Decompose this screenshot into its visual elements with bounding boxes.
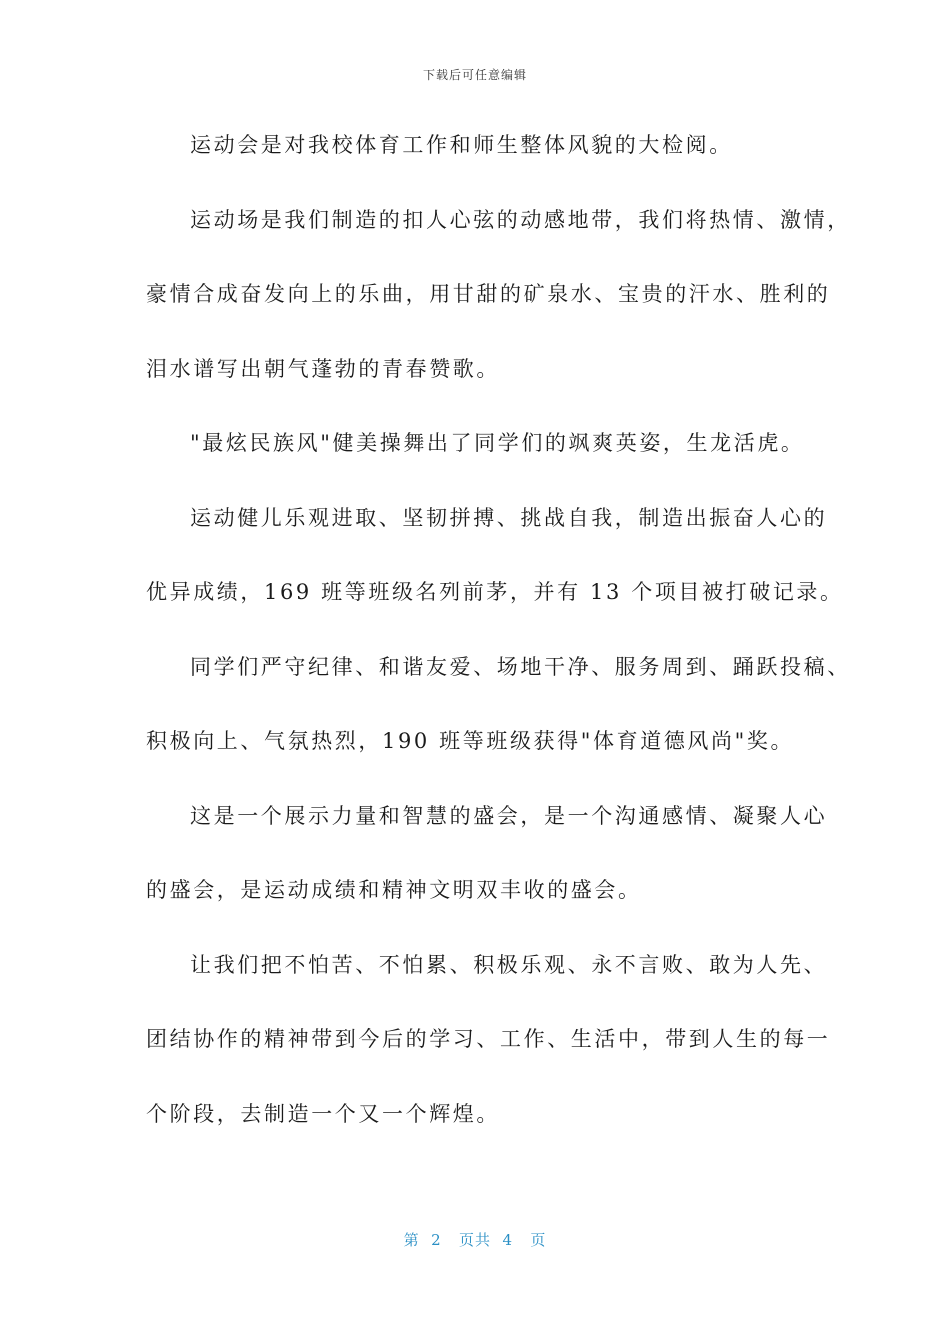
- paragraph-line: 团结协作的精神带到今后的学习、工作、生活中，带到人生的每一: [146, 1027, 831, 1051]
- paragraph-line: 的盛会，是运动成绩和精神文明双丰收的盛会。: [146, 878, 642, 902]
- paragraph-line: 运动场是我们制造的扣人心弦的动感地带，我们将热情、激情，: [190, 207, 851, 232]
- page-header-note: 下载后可任意编辑: [422, 68, 527, 82]
- paragraph-line: 积极向上、气氛热烈，190 班等班级获得"体育道德风尚"奖。: [146, 729, 795, 753]
- paragraph-line: 这是一个展示力量和智慧的盛会，是一个沟通感情、凝聚人心: [190, 803, 828, 828]
- paragraph-line: 同学们严守纪律、和谐友爱、场地干净、服务周到、踊跃投稿、: [190, 654, 851, 679]
- paragraph-line: 运动健儿乐观进取、坚韧拼搏、挑战自我，制造出振奋人心的: [190, 505, 828, 530]
- paragraph-line: 个阶段，去制造一个又一个辉煌。: [146, 1101, 500, 1126]
- paragraph-line: "最炫民族风"健美操舞出了同学们的飒爽英姿，生龙活虎。: [190, 431, 805, 455]
- paragraph-line: 优异成绩，169 班等班级名列前茅，并有 13 个项目被打破记录。: [146, 580, 844, 604]
- paragraph-line: 让我们把不怕苦、不怕累、积极乐观、永不言败、敢为人先、: [190, 952, 828, 977]
- page-number-footer: 第 2 页共 4 页: [403, 1231, 547, 1249]
- document-body: [146, 125, 851, 1168]
- paragraph-line: 豪情合成奋发向上的乐曲，用甘甜的矿泉水、宝贵的汗水、胜利的: [146, 282, 831, 306]
- paragraph-line: 泪水谱写出朝气蓬勃的青春赞歌。: [146, 356, 500, 381]
- paragraph-line: 运动会是对我校体育工作和师生整体风貌的大检阅。: [190, 133, 733, 157]
